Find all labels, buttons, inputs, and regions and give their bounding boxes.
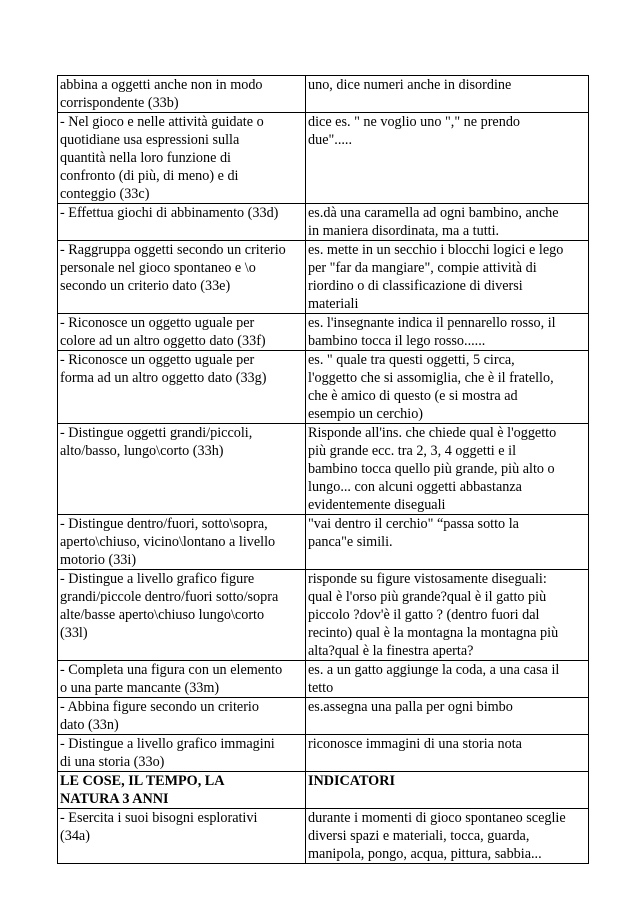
table-row	[58, 515, 589, 570]
table-row	[58, 241, 589, 314]
indicator-cell	[306, 76, 589, 113]
objective-text: - Distingue dentro/fuori, sotto\sopra, aperto\chiuso, vicino\lontano a livello motorio (33i)	[60, 516, 276, 568]
objective-cell	[58, 809, 306, 864]
section-heading-row	[58, 772, 589, 809]
indicator-cell	[306, 809, 589, 864]
table-row	[58, 204, 589, 241]
objective-text: - Esercita i suoi bisogni esplorativi (34a)	[60, 810, 258, 844]
objective-text: - Distingue a livello grafico immagini di una storia (33o)	[60, 736, 275, 770]
indicator-text: es. a un gatto aggiunge la coda, a una casa il tetto	[308, 662, 560, 696]
indicator-text: uno, dice numeri anche in disordine	[308, 77, 512, 93]
objective-cell	[58, 76, 306, 113]
indicator-text: risponde su figure vistosamente diseguali: qual è l'orso più grande?qual è il gatto più piccolo ?dov'è il gatto ? (dentro fuori dal recinto) qual è la montagna la montagna più alta?qual è la finestra aperta?	[308, 571, 559, 659]
indicator-text: es. mette in un secchio i blocchi logici e lego per "far da mangiare", compie attività di riordino o di classificazione di diversi materiali	[308, 242, 564, 312]
objective-cell	[58, 241, 306, 314]
objective-text: - Completa una figura con un elemento o una parte mancante (33m)	[60, 662, 283, 696]
objective-cell	[58, 204, 306, 241]
section-title: LE COSE, IL TEMPO, LA NATURA 3 ANNI	[60, 773, 225, 807]
table-row	[58, 809, 589, 864]
objective-cell	[58, 735, 306, 772]
table-row	[58, 735, 589, 772]
indicator-text: es. " quale tra questi oggetti, 5 circa, l'oggetto che si assomiglia, che è il fratello, che è amico di questo (e si mostra ad esempio un cerchio)	[308, 352, 554, 422]
indicator-text: durante i momenti di gioco spontaneo sceglie diversi spazi e materiali, tocca, guarda, manipola, pongo, acqua, pittura, sabbia...	[308, 810, 566, 862]
objective-cell	[58, 113, 306, 204]
objective-cell	[58, 570, 306, 661]
indicator-cell	[306, 570, 589, 661]
objective-text: - Distingue oggetti grandi/piccoli, alto/basso, lungo\corto (33h)	[60, 425, 253, 459]
table-row	[58, 698, 589, 735]
indicator-cell	[306, 424, 589, 515]
objective-text: - Riconosce un oggetto uguale per forma ad un altro oggetto dato (33g)	[60, 352, 267, 386]
indicators-header: INDICATORI	[308, 773, 395, 789]
table-row	[58, 570, 589, 661]
objective-cell	[58, 424, 306, 515]
table-row	[58, 76, 589, 113]
table-row	[58, 424, 589, 515]
indicator-text: dice es. " ne voglio uno "," ne prendo due".....	[308, 114, 521, 148]
objective-text: - Raggruppa oggetti secondo un criterio personale nel gioco spontaneo e \o secondo un criterio dato (33e)	[60, 242, 286, 294]
table-row	[58, 661, 589, 698]
objective-cell	[58, 698, 306, 735]
table-body	[58, 76, 589, 864]
objective-text: - Effettua giochi di abbinamento (33d)	[60, 205, 279, 221]
indicator-cell	[306, 515, 589, 570]
indicator-cell	[306, 314, 589, 351]
objective-cell	[58, 314, 306, 351]
indicator-cell	[306, 113, 589, 204]
objective-text: - Abbina figure secondo un criterio dato (33n)	[60, 699, 259, 733]
objective-text: - Riconosce un oggetto uguale per colore ad un altro oggetto dato (33f)	[60, 315, 266, 349]
objective-cell	[58, 351, 306, 424]
indicator-cell	[306, 735, 589, 772]
indicator-text: riconosce immagini di una storia nota	[308, 736, 522, 752]
objective-text: - Nel gioco e nelle attività guidate o quotidiane usa espressioni sulla quantità nella loro funzione di confronto (di più, di meno) e di conteggio (33c)	[60, 114, 264, 202]
indicator-cell	[306, 351, 589, 424]
indicator-text: "vai dentro il cerchio" “passa sotto la panca"e simili.	[308, 516, 519, 550]
objective-cell	[58, 515, 306, 570]
indicator-cell	[306, 241, 589, 314]
indicator-text: es.dà una caramella ad ogni bambino, anche in maniera disordinata, ma a tutti.	[308, 205, 559, 239]
objective-cell	[58, 661, 306, 698]
indicator-text: es.assegna una palla per ogni bimbo	[308, 699, 513, 715]
indicator-cell	[306, 661, 589, 698]
indicator-cell	[306, 204, 589, 241]
indicator-text: Risponde all'ins. che chiede qual è l'oggetto più grande ecc. tra 2, 3, 4 oggetti e il bambino tocca quello più grande, più alto o lungo... con alcuni oggetti abbastanza evidentemente diseguali	[308, 425, 557, 513]
objectives-table	[57, 75, 589, 864]
table-row	[58, 113, 589, 204]
objective-text: abbina a oggetti anche non in modo corrispondente (33b)	[60, 77, 263, 111]
objective-text: - Distingue a livello grafico figure grandi/piccole dentro/fuori sotto/sopra alte/basse aperto\chiuso lungo\corto (33l)	[60, 571, 279, 641]
indicator-cell	[306, 698, 589, 735]
table-row	[58, 314, 589, 351]
table-row	[58, 351, 589, 424]
indicator-text: es. l'insegnante indica il pennarello rosso, il bambino tocca il lego rosso......	[308, 315, 556, 349]
section-title-cell	[58, 772, 306, 809]
indicators-header-cell	[306, 772, 589, 809]
